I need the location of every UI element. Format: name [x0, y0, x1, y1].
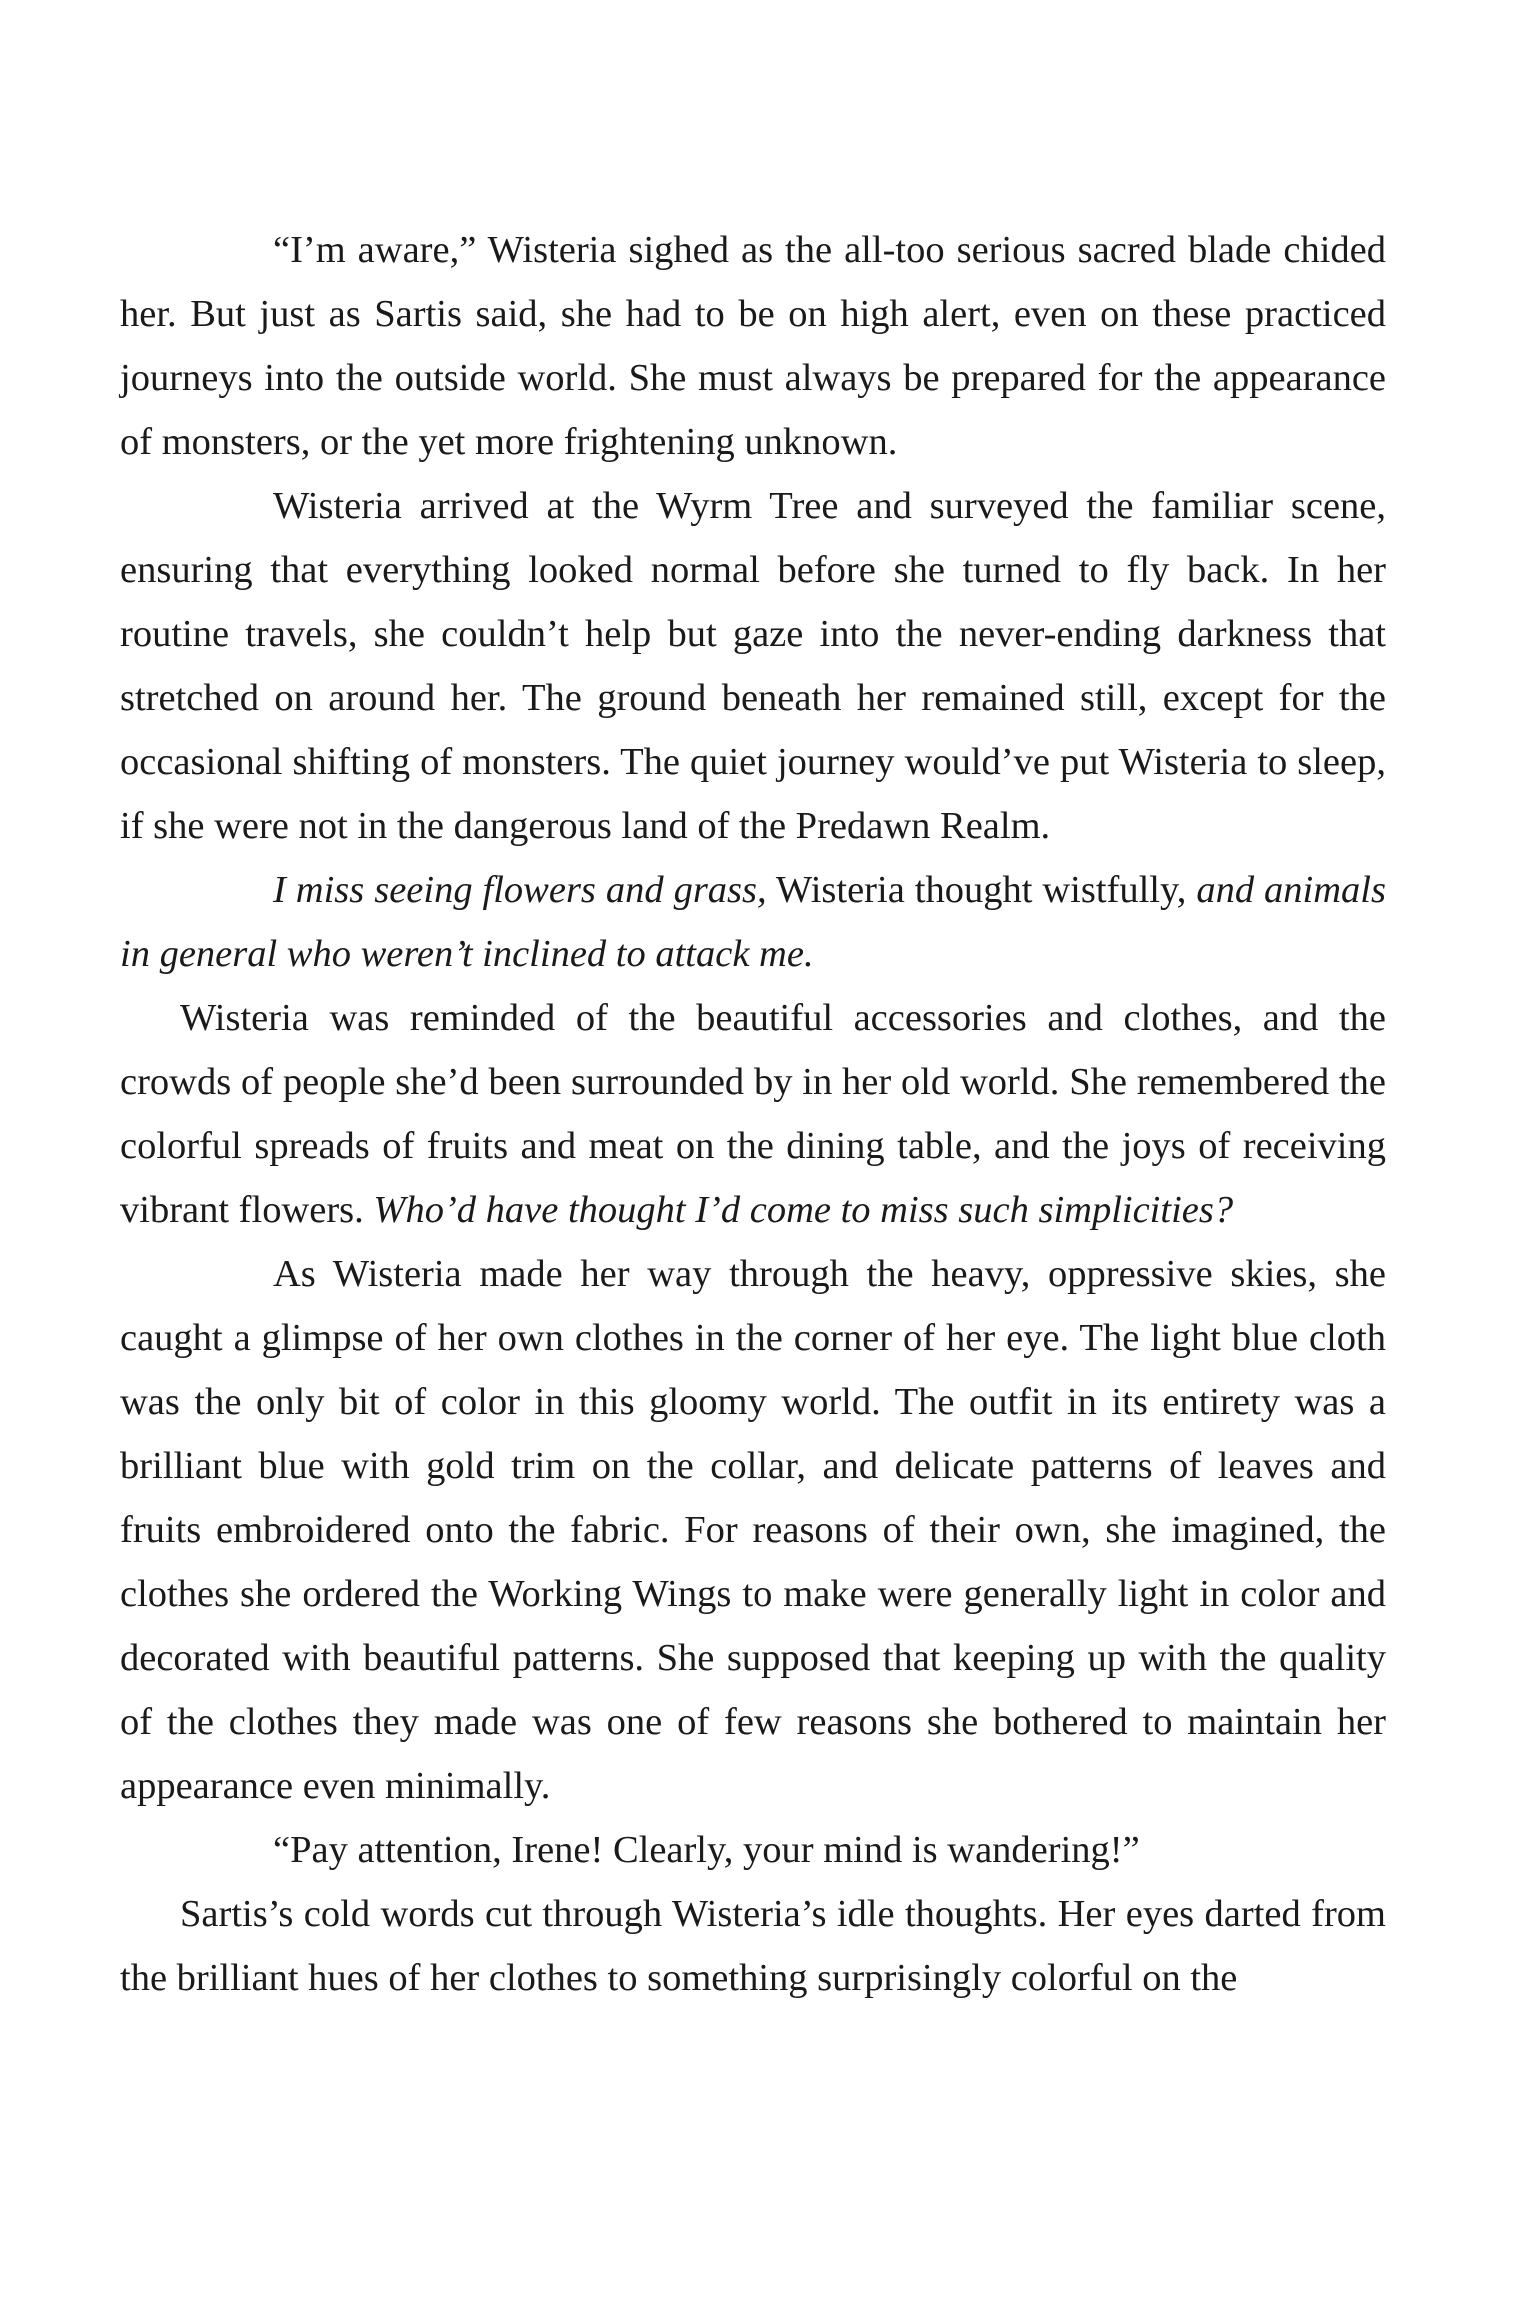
- italic-thought: and animals in general who weren’t inclined to attack me.: [120, 869, 1386, 975]
- paragraph-3: [120, 858, 1386, 986]
- italic-thought: Who’d have thought I’d come to miss such simplicities?: [373, 1189, 1234, 1231]
- paragraph-text: “I’m aware,” Wisteria sighed as the all-too serious sacred blade chided her. But just as Sartis said, she had to be on high alert, even on these practiced journeys into the outside world. She must always be prepared for the appearance of monsters, or the yet more frightening unknown.: [120, 229, 1386, 463]
- paragraph-text: As Wisteria made her way through the heavy, oppressive skies, she caught a glimpse of her own clothes in the corner of her eye. The light blue cloth was the only bit of color in this gloomy world. The outfit in its entirety was a brilliant blue with gold trim on the collar, and delicate patterns of leaves and fruits embroidered onto the fabric. For reasons of their own, she imagined, the clothes she ordered the Working Wings to make were generally light in color and decorated with beautiful patterns. She supposed that keeping up with the quality of the clothes they made was one of few reasons she bothered to maintain her appearance even minimally.: [120, 1253, 1386, 1807]
- italic-thought: I miss seeing flowers and grass,: [273, 869, 767, 911]
- paragraph-text: “Pay attention, Irene! Clearly, your mind is wandering!”: [273, 1829, 1140, 1871]
- paragraph-5: [120, 1242, 1386, 1818]
- paragraph-text: Wisteria was reminded of the beautiful accessories and clothes, and the crowds of people she’d been surrounded by in her old world. She remembered the colorful spreads of fruits and meat on the dining table, and the joys of receiving vibrant flowers.: [120, 997, 1386, 1231]
- paragraph-7: [120, 1882, 1386, 2010]
- paragraph-6: [120, 1818, 1386, 1882]
- paragraph-text: Wisteria thought wistfully,: [766, 869, 1197, 911]
- paragraph-1: [120, 218, 1386, 474]
- page-body-text: [120, 218, 1386, 2010]
- paragraph-text: Sartis’s cold words cut through Wisteria’s idle thoughts. Her eyes darted from the brilliant hues of her clothes to something surprisingly colorful on the: [120, 1893, 1386, 1999]
- paragraph-2: [120, 474, 1386, 858]
- paragraph-4: [120, 986, 1386, 1242]
- paragraph-text: Wisteria arrived at the Wyrm Tree and surveyed the familiar scene, ensuring that everything looked normal before she turned to fly back. In her routine travels, she couldn’t help but gaze into the never-ending darkness that stretched on around her. The ground beneath her remained still, except for the occasional shifting of monsters. The quiet journey would’ve put Wisteria to sleep, if she were not in the dangerous land of the Predawn Realm.: [120, 485, 1386, 847]
